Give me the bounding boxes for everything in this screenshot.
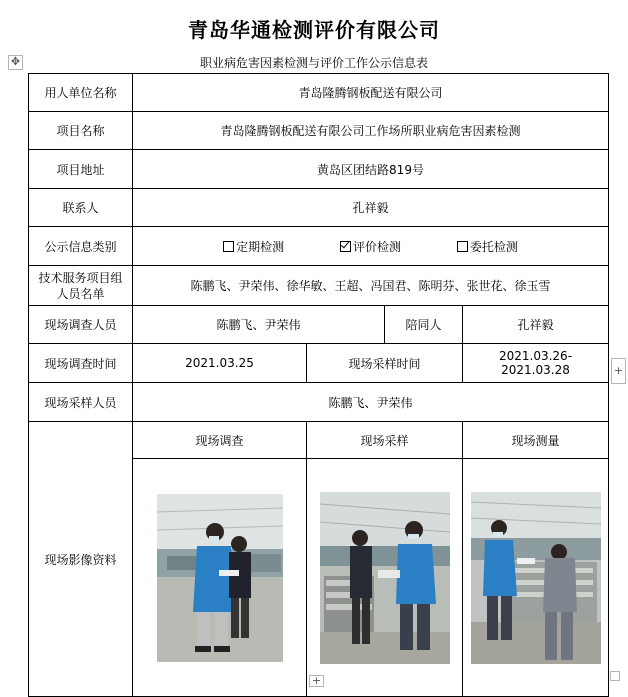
photo-cell-measure: [463, 459, 609, 697]
option-evaluation[interactable]: 评价检测: [340, 240, 401, 254]
company-title: 青岛华通检测评价有限公司: [188, 18, 440, 42]
media-col-sampling: 现场采样: [307, 422, 463, 459]
photo-cell-sampling: [307, 459, 463, 697]
table-row: [29, 306, 609, 344]
table-row: [29, 344, 609, 383]
contact-label: 联系人: [29, 189, 133, 227]
form-subtitle: 职业病危害因素检测与评价工作公示信息表: [199, 56, 428, 70]
sampling-photo: [320, 492, 450, 664]
contact-value: 孔祥毅: [133, 189, 609, 227]
survey-time-value: 2021.03.25: [133, 344, 307, 383]
add-row-handle[interactable]: +: [309, 675, 324, 687]
checkbox-periodic[interactable]: [223, 241, 234, 252]
table-row: [29, 189, 609, 227]
media-col-survey: 现场调查: [133, 422, 307, 459]
option-periodic[interactable]: 定期检测: [223, 240, 284, 254]
team-label: 技术服务项目组人员名单: [29, 266, 133, 306]
survey-photo: [157, 494, 283, 662]
sampling-time-label: 现场采样时间: [307, 344, 463, 383]
add-column-handle[interactable]: +: [611, 358, 626, 384]
photo-cell-survey: [133, 459, 307, 697]
checkbox-entrusted[interactable]: [457, 241, 468, 252]
project-label: 项目名称: [29, 112, 133, 150]
table-row: [29, 383, 609, 422]
team-value: 陈鹏飞、尹荣伟、徐华敏、王超、冯国君、陈明芬、张世花、徐玉雪: [133, 266, 609, 306]
sampling-staff-value: 陈鹏飞、尹荣伟: [133, 383, 609, 422]
media-label: 现场影像资料: [29, 422, 133, 697]
checkbox-evaluation[interactable]: [340, 241, 351, 252]
option-entrusted[interactable]: 委托检测: [457, 240, 518, 254]
table-row: [29, 74, 609, 112]
survey-time-label: 现场调查时间: [29, 344, 133, 383]
survey-staff-label: 现场调查人员: [29, 306, 133, 344]
table-row: [29, 266, 609, 306]
category-label: 公示信息类别: [29, 227, 133, 266]
sampling-time-value: 2021.03.26-2021.03.28: [463, 344, 609, 383]
table-row: [29, 150, 609, 189]
media-col-measure: 现场测量: [463, 422, 609, 459]
address-value: 黄岛区团结路819号: [133, 150, 609, 189]
companion-value: 孔祥毅: [463, 306, 609, 344]
companion-label: 陪同人: [385, 306, 463, 344]
category-options: [133, 227, 609, 266]
table-row: [29, 112, 609, 150]
employer-value: 青岛隆腾钢板配送有限公司: [133, 74, 609, 112]
table-move-handle[interactable]: ✥: [8, 55, 23, 70]
sampling-staff-label: 现场采样人员: [29, 383, 133, 422]
measure-photo: [471, 492, 601, 664]
info-table: [28, 73, 609, 697]
resize-handle[interactable]: [610, 671, 620, 681]
project-value: 青岛隆腾钢板配送有限公司工作场所职业病危害因素检测: [133, 112, 609, 150]
address-label: 项目地址: [29, 150, 133, 189]
survey-staff-value: 陈鹏飞、尹荣伟: [133, 306, 385, 344]
table-row: [29, 422, 609, 459]
table-row: [29, 227, 609, 266]
employer-label: 用人单位名称: [29, 74, 133, 112]
